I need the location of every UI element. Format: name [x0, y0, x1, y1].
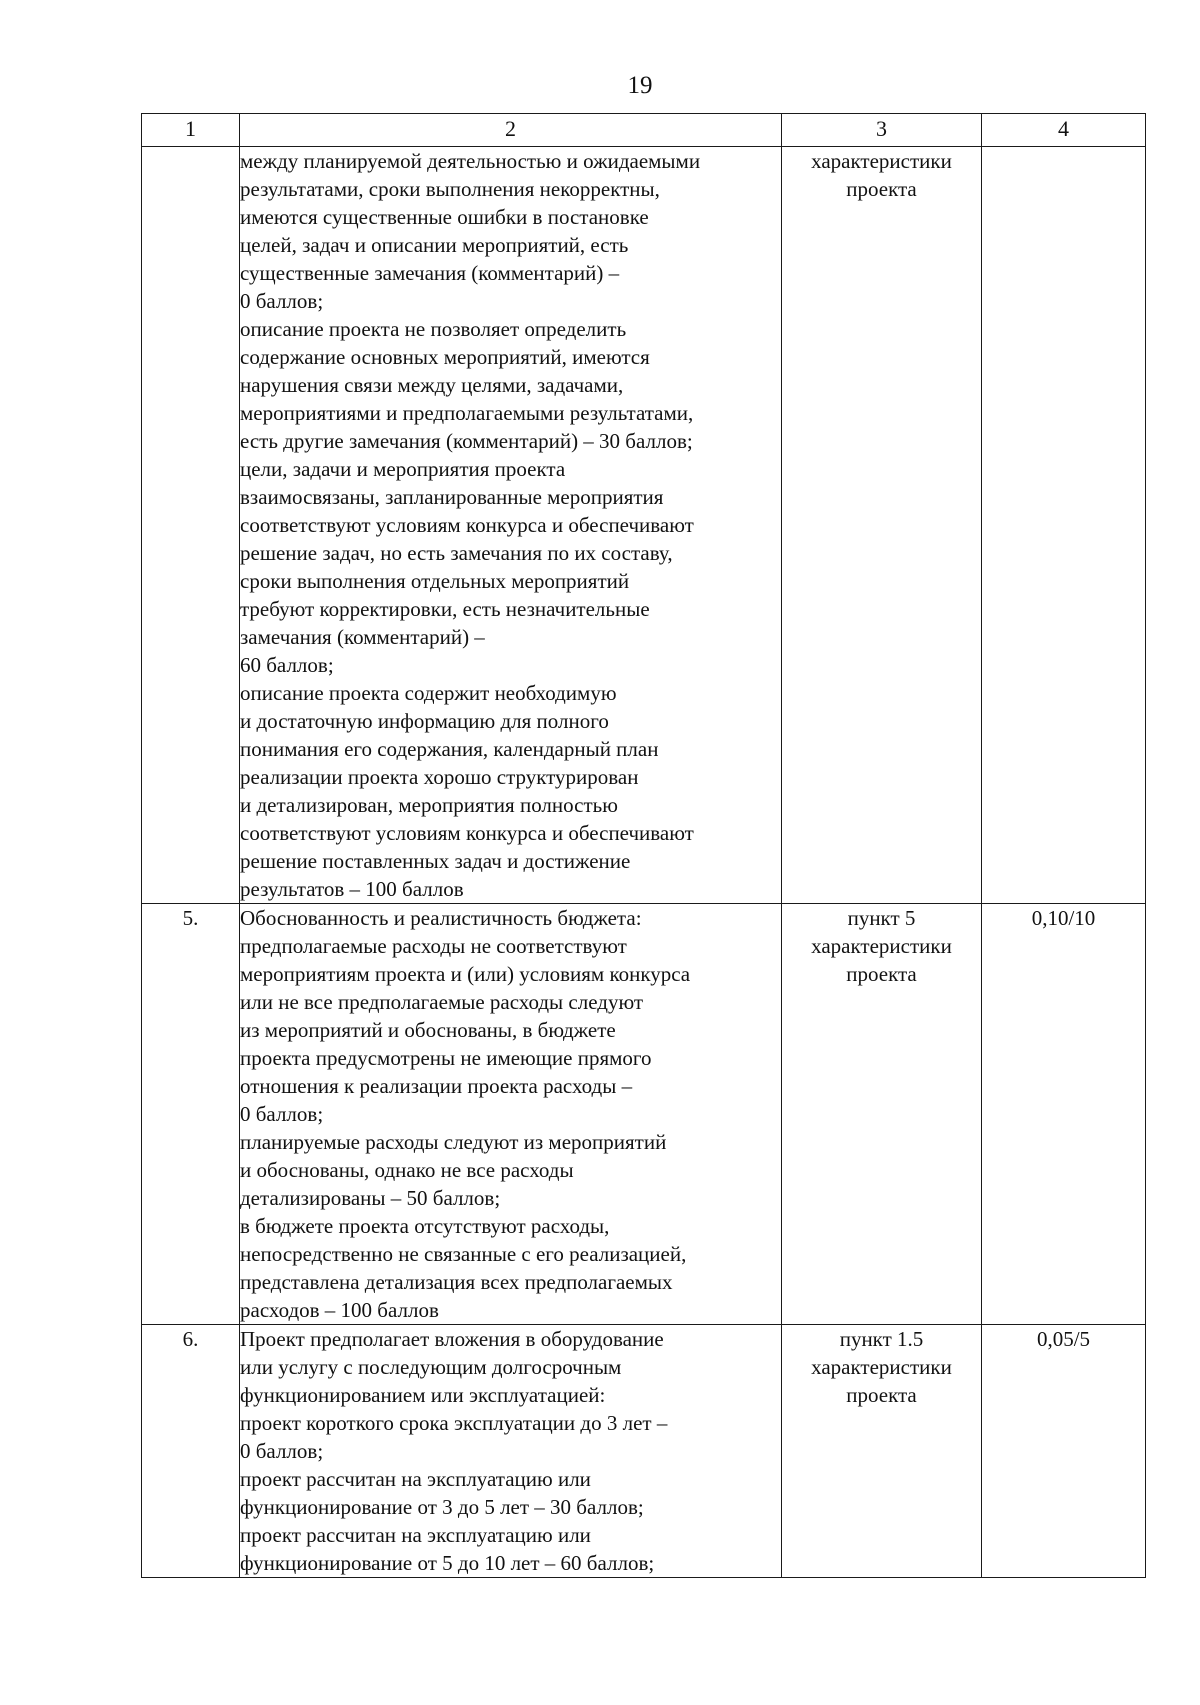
criterion-text-line: и обоснованы, однако не все расходы — [240, 1158, 574, 1182]
criterion-text-line: реализации проекта хорошо структурирован — [240, 765, 639, 789]
criterion-text-line: мероприятиям проекта и (или) условиям конкурса — [240, 962, 691, 986]
source-reference-line: пункт 1.5 — [839, 1327, 924, 1351]
criterion-text-line: существенные замечания (комментарий) – — [240, 261, 620, 285]
source-reference-line: характеристики — [811, 149, 952, 173]
row-number: 5. — [142, 904, 240, 1325]
table-row — [142, 147, 1146, 904]
criterion-text-line: Обоснованность и реалистичность бюджета: — [240, 906, 642, 930]
criterion-text-line: в бюджете проекта отсутствуют расходы, — [240, 1214, 610, 1238]
criterion-text-line: представлена детализация всех предполагаемых — [240, 1270, 673, 1294]
criterion-text-line: взаимосвязаны, запланированные мероприятия — [240, 485, 664, 509]
column-header-2: 2 — [240, 114, 782, 147]
column-header-1: 1 — [142, 114, 240, 147]
criterion-text-line: замечания (комментарий) – — [240, 625, 485, 649]
criterion-text-line: между планируемой деятельностью и ожидаемыми — [240, 149, 701, 173]
table-body — [142, 147, 1146, 1578]
column-header-3: 3 — [782, 114, 982, 147]
criterion-text-line: функционирование от 5 до 10 лет – 60 баллов; — [240, 1551, 655, 1575]
criterion-text-line: сроки выполнения отдельных мероприятий — [240, 569, 630, 593]
criterion-text-line: проект короткого срока эксплуатации до 3 лет – — [240, 1411, 668, 1435]
criterion-text-line: есть другие замечания (комментарий) – 30 баллов; — [240, 429, 693, 453]
weight-score: 0,10/10 — [982, 904, 1146, 1325]
criterion-text-line: или не все предполагаемые расходы следуют — [240, 990, 644, 1014]
criterion-text-line: описание проекта содержит необходимую — [240, 681, 617, 705]
criterion-text-line: функционированием или эксплуатацией: — [240, 1383, 606, 1407]
source-reference — [782, 147, 982, 904]
criterion-text-line: расходов – 100 баллов — [240, 1298, 439, 1322]
source-reference-line: проекта — [846, 1383, 917, 1407]
source-reference-line: проекта — [846, 177, 917, 201]
criterion-text-line: проект рассчитан на эксплуатацию или — [240, 1467, 591, 1491]
criterion-text-line: 60 баллов; — [240, 653, 334, 677]
criterion-text-line: соответствуют условиям конкурса и обеспечивают — [240, 513, 694, 537]
row-number — [142, 147, 240, 904]
criterion-text-line: описание проекта не позволяет определить — [240, 317, 627, 341]
criterion-description — [240, 1325, 782, 1578]
source-reference-line: проекта — [846, 962, 917, 986]
row-number: 6. — [142, 1325, 240, 1578]
criterion-text-line: результатами, сроки выполнения некорректны, — [240, 177, 660, 201]
criterion-text-line: решение поставленных задач и достижение — [240, 849, 631, 873]
criterion-text-line: функционирование от 3 до 5 лет – 30 баллов; — [240, 1495, 644, 1519]
criterion-text-line: соответствуют условиям конкурса и обеспечивают — [240, 821, 694, 845]
source-reference-line: характеристики — [811, 1355, 952, 1379]
criterion-text-line: из мероприятий и обоснованы, в бюджете — [240, 1018, 616, 1042]
weight-score — [982, 147, 1146, 904]
criterion-text-line: 0 баллов; — [240, 289, 324, 313]
criterion-text-line: планируемые расходы следуют из мероприятий — [240, 1130, 667, 1154]
criterion-text-line: 0 баллов; — [240, 1439, 324, 1463]
criterion-description — [240, 147, 782, 904]
source-reference — [782, 904, 982, 1325]
page-number: 19 — [627, 72, 653, 99]
criteria-table — [141, 113, 1146, 1578]
criterion-text-line: имеются существенные ошибки в постановке — [240, 205, 649, 229]
weight-score: 0,05/5 — [982, 1325, 1146, 1578]
criterion-text-line: результатов – 100 баллов — [240, 877, 464, 901]
criterion-text-line: и достаточную информацию для полного — [240, 709, 609, 733]
criterion-text-line: понимания его содержания, календарный план — [240, 737, 659, 761]
criterion-text-line: требуют корректировки, есть незначительные — [240, 597, 650, 621]
table-row — [142, 904, 1146, 1325]
criterion-text-line: проект рассчитан на эксплуатацию или — [240, 1523, 591, 1547]
source-reference — [782, 1325, 982, 1578]
criterion-text-line: и детализирован, мероприятия полностью — [240, 793, 618, 817]
criterion-text-line: Проект предполагает вложения в оборудование — [240, 1327, 664, 1351]
criterion-text-line: 0 баллов; — [240, 1102, 324, 1126]
criterion-text-line: нарушения связи между целями, задачами, — [240, 373, 624, 397]
column-header-4: 4 — [982, 114, 1146, 147]
criterion-text-line: цели, задачи и мероприятия проекта — [240, 457, 566, 481]
criterion-text-line: содержание основных мероприятий, имеются — [240, 345, 650, 369]
source-reference-line: характеристики — [811, 934, 952, 958]
table-row — [142, 1325, 1146, 1578]
criterion-text-line: целей, задач и описании мероприятий, есть — [240, 233, 629, 257]
criterion-description — [240, 904, 782, 1325]
criterion-text-line: мероприятиями и предполагаемыми результатами, — [240, 401, 694, 425]
table-header-row — [142, 114, 1146, 147]
criterion-text-line: или услугу с последующим долгосрочным — [240, 1355, 622, 1379]
criterion-text-line: непосредственно не связанные с его реализацией, — [240, 1242, 687, 1266]
criterion-text-line: отношения к реализации проекта расходы – — [240, 1074, 633, 1098]
criterion-text-line: проекта предусмотрены не имеющие прямого — [240, 1046, 652, 1070]
source-reference-line: пункт 5 — [847, 906, 916, 930]
criterion-text-line: предполагаемые расходы не соответствуют — [240, 934, 627, 958]
criterion-text-line: детализированы – 50 баллов; — [240, 1186, 501, 1210]
criterion-text-line: решение задач, но есть замечания по их составу, — [240, 541, 673, 565]
